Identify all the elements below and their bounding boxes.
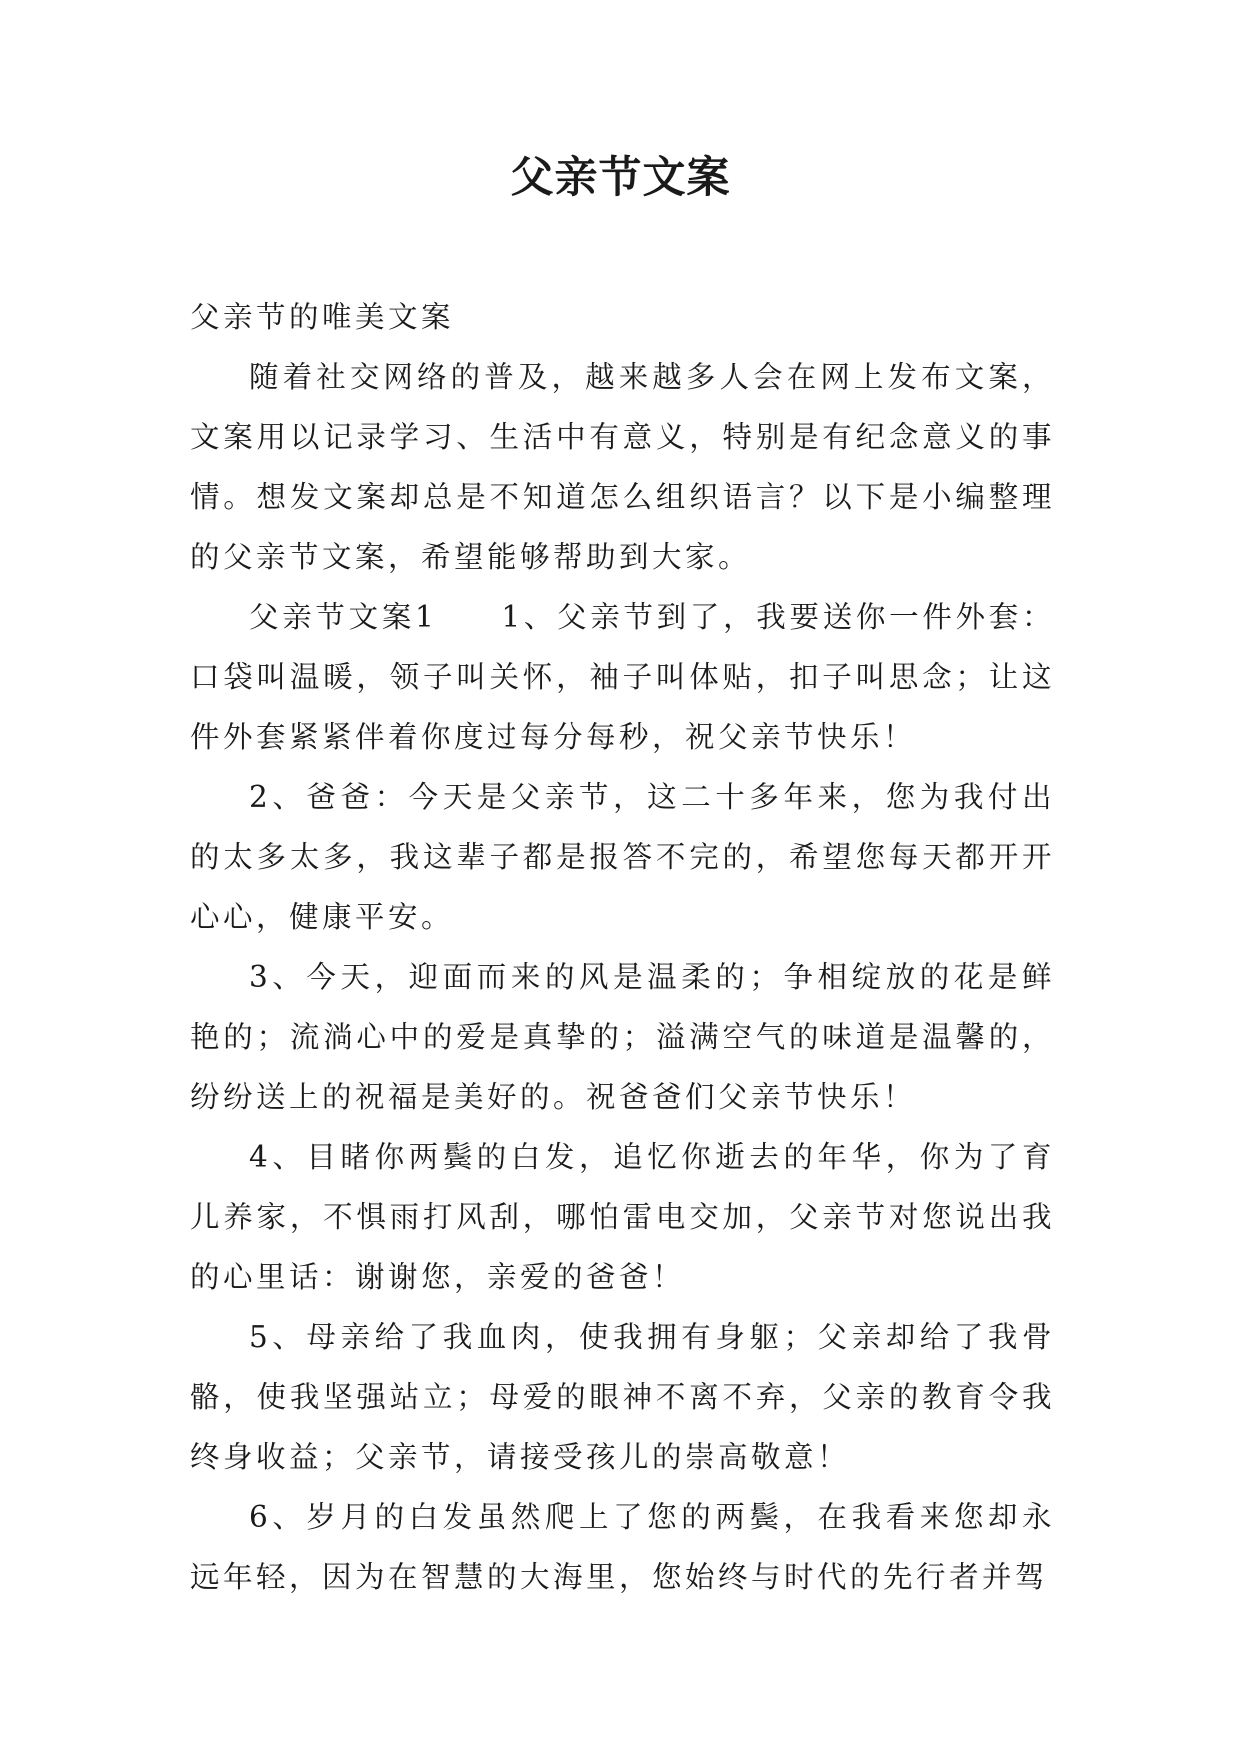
- intro-paragraph: 随着社交网络的普及，越来越多人会在网上发布文案，文案用以记录学习、生活中有意义，特别是有纪念意义的事情。想发文案却总是不知道怎么组织语言？以下是小编整理的父亲节文案，希望能够帮助到大家。: [190, 360, 1055, 574]
- list-item-4: 4、目睹你两鬓的白发，追忆你逝去的年华，你为了育儿养家，不惧雨打风刮，哪怕雷电交加，父亲节对您说出我的心里话：谢谢您，亲爱的爸爸！: [190, 1140, 1055, 1294]
- section-label: 父亲节文案1: [249, 600, 438, 634]
- document-title: 父亲节文案: [510, 153, 731, 203]
- list-item-2: 2、爸爸：今天是父亲节，这二十多年来，您为我付出的太多太多，我这辈子都是报答不完的，希望您每天都开开心心，健康平安。: [190, 780, 1055, 934]
- document-body: [190, 287, 1055, 1607]
- section-1-paragraph: [190, 587, 1055, 767]
- list-item-1: 1、父亲节到了，我要送你一件外套：口袋叫温暖，领子叫关怀，袖子叫体贴，扣子叫思念；让这件外套紧紧伴着你度过每分每秒，祝父亲节快乐！: [190, 600, 1055, 754]
- list-item-3: 3、今天，迎面而来的风是温柔的；争相绽放的花是鲜艳的；流淌心中的爱是真挚的；溢满空气的味道是温馨的，纷纷送上的祝福是美好的。祝爸爸们父亲节快乐！: [190, 960, 1055, 1114]
- list-item-5: 5、母亲给了我血肉，使我拥有身躯；父亲却给了我骨骼，使我坚强站立；母爱的眼神不离不弃，父亲的教育令我终身收益；父亲节，请接受孩儿的崇高敬意！: [190, 1320, 1055, 1474]
- document-subheading: 父亲节的唯美文案: [190, 300, 455, 334]
- list-item-6: 6、岁月的白发虽然爬上了您的两鬓，在我看来您却永远年轻，因为在智慧的大海里，您始终与时代的先行者并驾: [190, 1500, 1055, 1594]
